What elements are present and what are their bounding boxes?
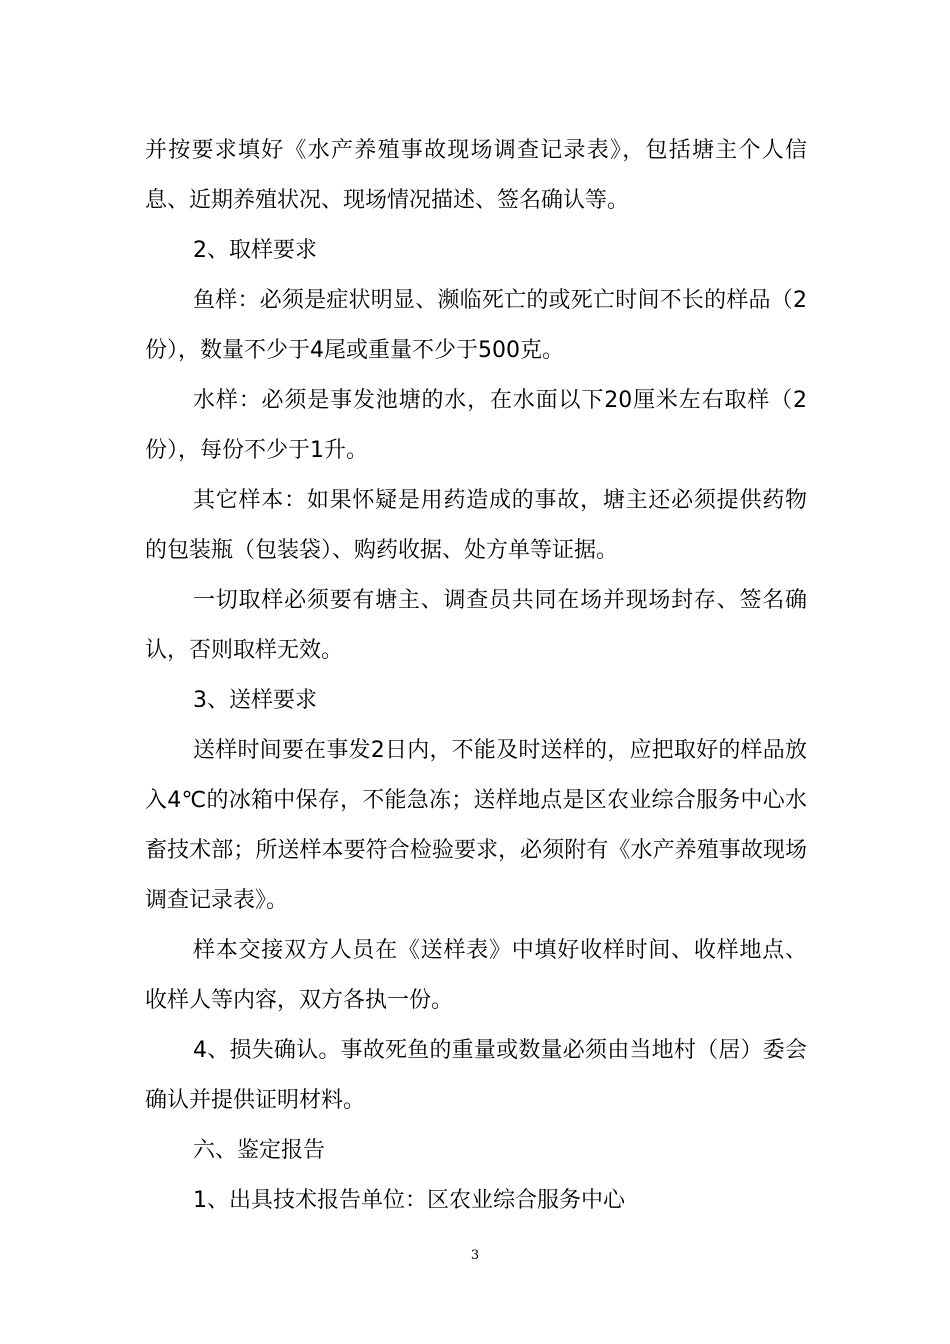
- page-number: 3: [470, 1248, 480, 1263]
- heading-sampling-requirements: 2、取样要求: [193, 238, 317, 263]
- heading-appraisal-report: 六、鉴定报告: [193, 1138, 326, 1163]
- paragraph-sample-handover: 样本交接双方人员在《送样表》中填好收样时间、收样地点、收样人等内容，双方各执一份。: [145, 938, 807, 1013]
- heading-delivery-requirements: 3、送样要求: [193, 688, 317, 713]
- paragraph-report-issuer: 1、出具技术报告单位：区农业综合服务中心: [193, 1188, 625, 1213]
- paragraph-other-samples: 其它样本：如果怀疑是用药造成的事故，塘主还必须提供药物的包装瓶（包装袋）、购药收据、处方单等证据。: [145, 488, 807, 563]
- paragraph-sampling-sealing: 一切取样必须要有塘主、调查员共同在场并现场封存、签名确认，否则取样无效。: [145, 588, 807, 663]
- body-text: [145, 126, 807, 1226]
- paragraph-loss-confirmation: 4、损失确认。事故死鱼的重量或数量必须由当地村（居）委会确认并提供证明材料。: [145, 1038, 807, 1113]
- paragraph-delivery-time: 送样时间要在事发2日内，不能及时送样的，应把取好的样品放入4℃的冰箱中保存，不能急冻；送样地点是区农业综合服务中心水畜技术部；所送样本要符合检验要求，必须附有《水产养殖事故现场调查记录表》。: [145, 738, 807, 913]
- paragraph-water-sample: 水样：必须是事发池塘的水，在水面以下20厘米左右取样（2份），每份不少于1升。: [145, 388, 807, 463]
- paragraph-continuation: 并按要求填好《水产养殖事故现场调查记录表》，包括塘主个人信息、近期养殖状况、现场情况描述、签名确认等。: [145, 138, 807, 213]
- paragraph-fish-sample: 鱼样：必须是症状明显、濒临死亡的或死亡时间不长的样品（2份），数量不少于4尾或重量不少于500克。: [145, 288, 807, 363]
